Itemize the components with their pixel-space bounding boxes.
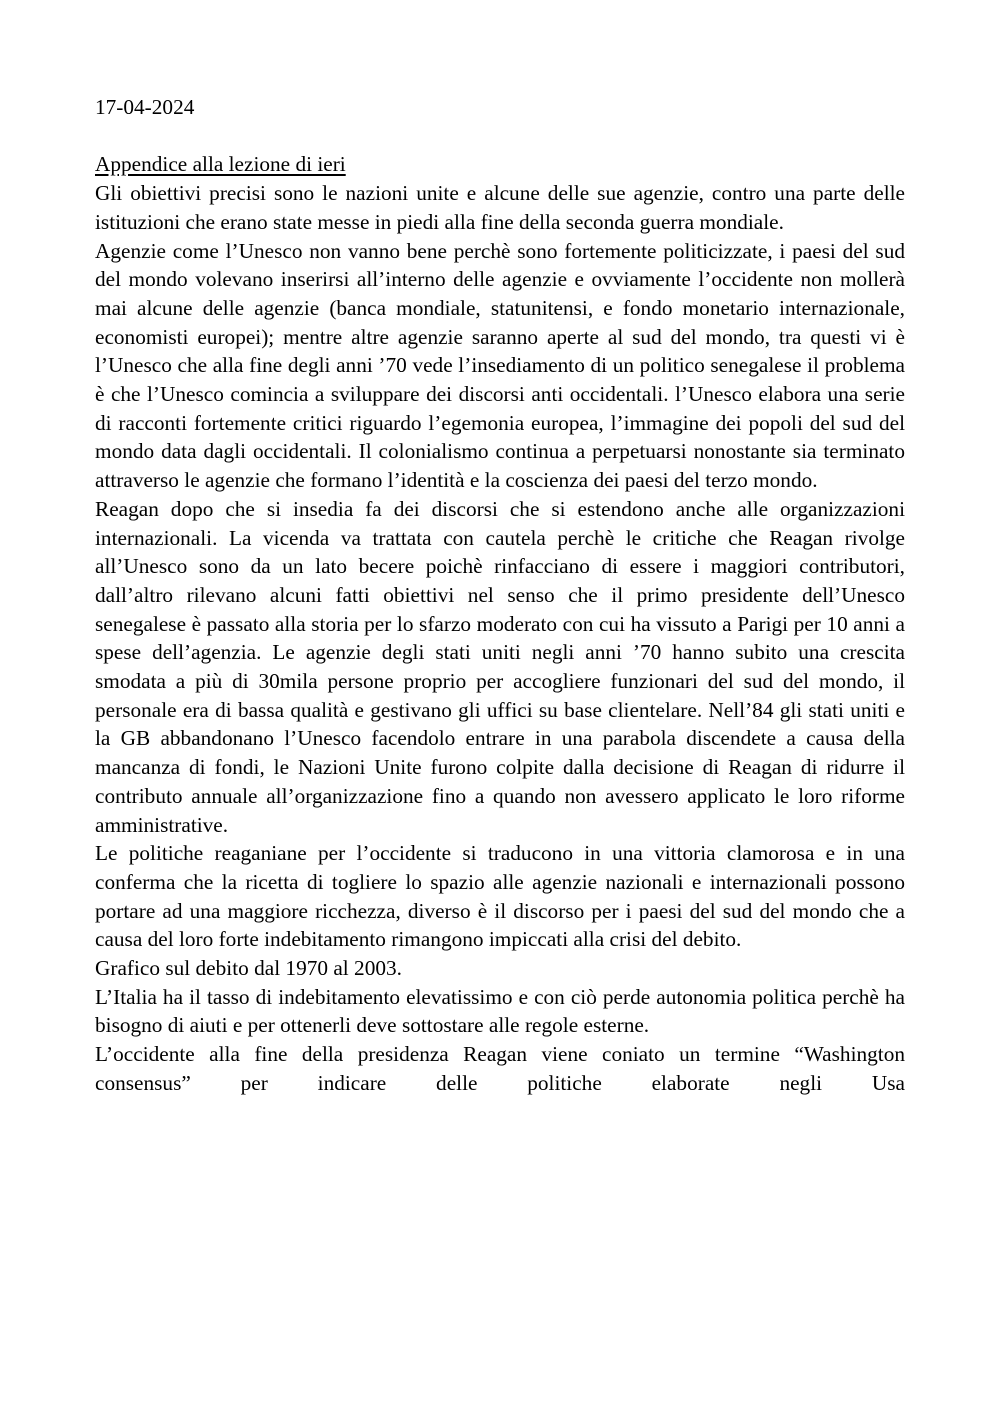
document-page (95, 93, 905, 1098)
paragraph-objectives: Gli obiettivi precisi sono le nazioni unite e alcune delle sue agenzie, contro una parte delle istituzioni che erano state messe in piedi alla fine della seconda guerra mondiale. (95, 181, 905, 234)
paragraph-unesco-agencies: Agenzie come l’Unesco non vanno bene perchè sono fortemente politicizzate, i paesi del sud del mondo volevano inserirsi all’interno delle agenzie e ovviamente l’occidente non mollerà mai alcune delle agenzie (banca mondiale, statunitensi, e fondo monetario internazionale, economisti europei); mentre altre agenzie saranno aperte al sud del mondo, tra questi vi è l’Unesco che alla fine degli anni ’70 vede l’insediamento di un politico senegalese il problema è che l’Unesco comincia a sviluppare dei discorsi anti occidentali. l’Unesco elabora una serie di racconti fortemente critici riguardo l’egemonia europea, l’immagine dei popoli del sud del mondo data dagli occidentali. Il colonialismo continua a perpetuarsi nonostante sia terminato attraverso le agenzie che formano l’identità e la coscienza dei paesi del terzo mondo. (95, 238, 905, 493)
section-heading: Appendice alla lezione di ieri (95, 152, 346, 177)
document-date: 17-04-2024 (95, 95, 195, 119)
paragraph-washington-consensus: L’occidente alla fine della presidenza Reagan viene coniato un termine “Washington consensus” per indicare delle politiche elaborate negli Usa (95, 1042, 905, 1095)
paragraph-italy-debt: L’Italia ha il tasso di indebitamento elevatissimo e con ciò perde autonomia politica perchè ha bisogno di aiuti e per ottenerli deve sottostare alle regole esterne. (95, 984, 905, 1038)
paragraph-reaganite-policies: Le politiche reaganiane per l’occidente si traducono in una vittoria clamorosa e in una conferma che la ricetta di togliere lo spazio alle agenzie nazionali e internazionali possono portare ad una maggiore ricchezza, diverso è il discorso per i paesi del sud del mondo che a causa del loro forte indebitamento rimangono impiccati alla crisi del debito. (95, 841, 905, 952)
paragraph-debt-chart-note: Grafico sul debito dal 1970 al 2003. (95, 956, 402, 981)
paragraph-reagan-criticism: Reagan dopo che si insedia fa dei discorsi che si estendono anche alle organizzazioni internazionali. La vicenda va trattata con cautela perchè le critiche che Reagan rivolge all’Unesco sono da un lato becere poichè rinfacciano di essere i maggiori contributori, dall’altro rilevano alcuni fatti obiettivi nel senso che il primo presidente dell’Unesco senegalese è passato alla storia per lo sfarzo moderato con cui ha vissuto a Parigi per 10 anni a spese dell’agenzia. Le agenzie degli stati uniti negli anni ’70 hanno subito una crescita smodata a più di 30mila persone proprio per accogliere funzionari del sud del mondo, il personale era di bassa qualità e gestivano gli uffici su base clientelare. Nell’84 gli stati uniti e la GB abbandonano l’Unesco facendolo entrare in una parabola discendete a causa della mancanza di fondi, le Nazioni Unite furono colpite dalla decisione di Reagan di ridurre il contributo annuale all’organizzazione fino a quando non avessero applicato le loro riforme amministrative. (95, 496, 905, 837)
